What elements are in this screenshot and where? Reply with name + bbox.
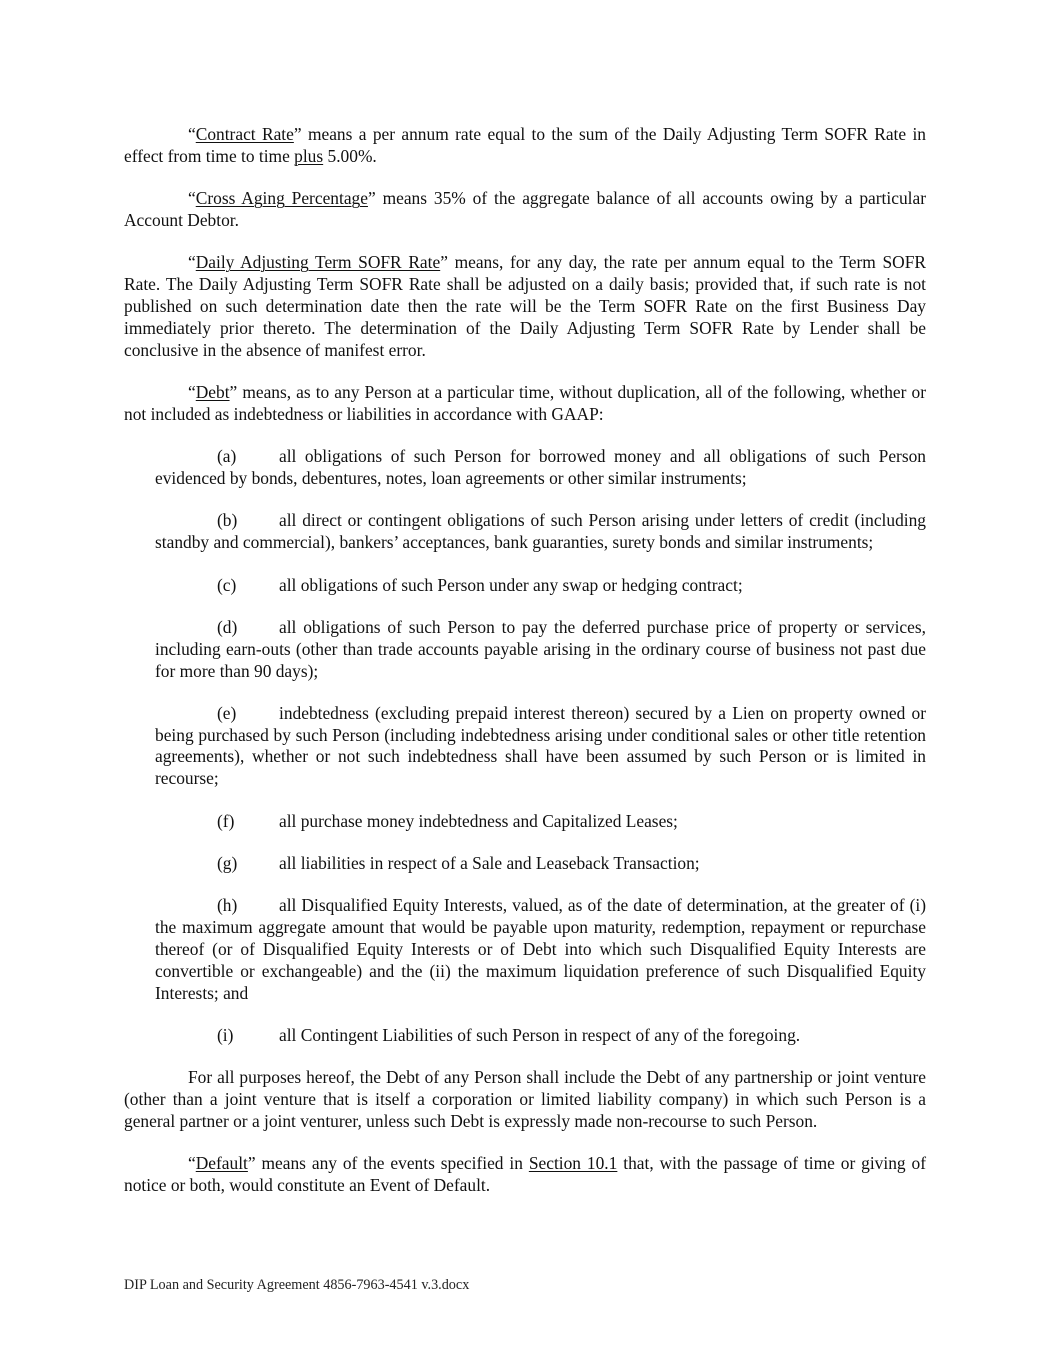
defined-term-cross-aging-percentage: Cross Aging Percentage: [195, 188, 368, 209]
item-label: (f): [217, 810, 235, 831]
item-text: all purchase money indebtedness and Capitalized Leases;: [279, 810, 678, 831]
definition-debt: [124, 382, 926, 426]
item-text: all Disqualified Equity Interests, valued, as of the date of determination, at the greater of (i) the maximum aggregate amount that would be payable upon maturity, redemption, repayment or repurchase thereof (or of Disqualified Equity Interests or of Debt into which such Disqualified Equity Interests are convertible or exchangeable) and the (ii) the maximum liquidation preference of such Disqualified Equity Interests; and: [155, 895, 926, 1003]
debt-item-e: [155, 703, 926, 790]
definition-text: ” means 35% of the aggregate balance of all accounts owing by a particular Account Debtor.: [124, 188, 926, 230]
definition-daily-adjusting-term-sofr-rate: [124, 252, 926, 361]
item-text: all direct or contingent obligations of such Person arising under letters of credit (including standby and commercial), bankers’ acceptances, bank guaranties, surety bonds and similar instruments;: [155, 510, 926, 553]
debt-closing-paragraph: For all purposes hereof, the Debt of any Person shall include the Debt of any partnership or joint venture (other than a joint venture that is itself a corporation or limited liability company) in which such Person is a general partner or a joint venturer, unless such Debt is expressly made non-recourse to such Person.: [124, 1067, 926, 1132]
open-quote: “: [188, 124, 196, 144]
defined-term-default: Default: [195, 1153, 248, 1174]
open-quote: “: [188, 381, 196, 402]
item-label: (d): [217, 616, 238, 637]
item-text: all Contingent Liabilities of such Person in respect of any of the foregoing.: [279, 1025, 801, 1046]
definition-text: ” means, for any day, the rate per annum equal to the Term SOFR Rate. The Daily Adjusting Term SOFR Rate shall be adjusted on a daily basis; provided that, if such rate is not published on such determination date then the rate will be the Term SOFR Rate on the first Business Day immediately prior thereto. The determination of the Daily Adjusting Term SOFR Rate by Lender shall be conclusive in the absence of manifest error.: [124, 252, 927, 360]
defined-term-contract-rate: Contract Rate: [195, 124, 294, 144]
definition-text: that, with the passage of time or giving of notice or both, would constitute an Event of Default.: [124, 1153, 926, 1196]
open-quote: “: [188, 188, 196, 209]
definition-text: ” means any of the events specified in: [247, 1153, 529, 1174]
debt-item-h: [155, 895, 926, 1004]
item-label: (a): [217, 446, 237, 467]
definition-default: [124, 1153, 926, 1197]
item-text: indebtedness (excluding prepaid interest thereon) secured by a Lien on property owned or being purchased by such Person (including indebtedness arising under conditional sales or other title retention agreements), whether or not such indebtedness shall have been assumed by such Person or is limited in recourse;: [155, 702, 926, 789]
item-text: all obligations of such Person to pay the deferred purchase price of property or services, including earn-outs (other than trade accounts payable arising in the ordinary course of business not past due for more than 90 days);: [155, 616, 926, 681]
item-text: all liabilities in respect of a Sale and Leaseback Transaction;: [279, 853, 700, 874]
item-label: (c): [217, 574, 237, 595]
definition-text: 5.00%.: [323, 145, 377, 166]
defined-term-daily-adjusting-term-sofr-rate: Daily Adjusting Term SOFR Rate: [195, 252, 441, 273]
debt-item-g: [155, 853, 926, 875]
debt-item-a: [155, 446, 926, 490]
definition-contract-rate: [124, 124, 926, 168]
debt-item-i: [155, 1025, 926, 1047]
defined-term-debt: Debt: [195, 381, 230, 402]
plus-underlined: plus: [294, 145, 324, 166]
open-quote: “: [188, 1153, 196, 1174]
debt-item-f: [155, 811, 926, 833]
open-quote: “: [188, 252, 196, 273]
document-body: [124, 124, 926, 1218]
debt-item-c: [155, 575, 926, 597]
item-label: (h): [217, 895, 238, 916]
item-label: (g): [217, 853, 238, 874]
item-text: all obligations of such Person for borrowed money and all obligations of such Person evidenced by bonds, debentures, notes, loan agreements or other similar instruments;: [155, 446, 926, 488]
definition-text: ” means a per annum rate equal to the sum of the Daily Adjusting Term SOFR Rate in effect from time to time: [124, 124, 926, 166]
item-label: (i): [217, 1025, 234, 1046]
debt-item-b: [155, 510, 926, 554]
definition-text: ” means, as to any Person at a particular time, without duplication, all of the following, whether or not included as indebtedness or liabilities in accordance with GAAP:: [124, 381, 926, 424]
document-footer: DIP Loan and Security Agreement 4856-7963-4541 v.3.docx: [124, 1277, 470, 1293]
definition-cross-aging-percentage: [124, 188, 926, 232]
item-label: (b): [217, 510, 238, 531]
section-reference: Section 10.1: [528, 1153, 618, 1174]
item-text: all obligations of such Person under any swap or hedging contract;: [279, 574, 743, 595]
item-label: (e): [217, 702, 237, 723]
debt-item-d: [155, 617, 926, 682]
